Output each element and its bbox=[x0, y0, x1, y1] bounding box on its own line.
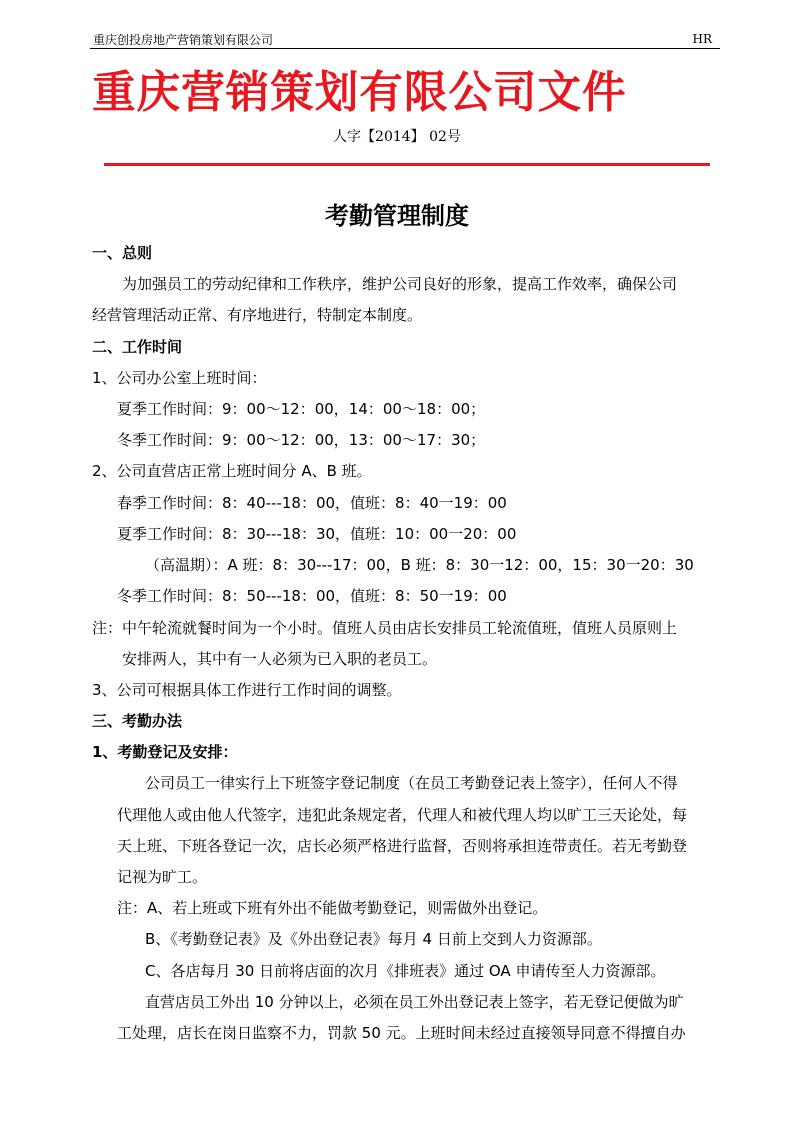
red-divider bbox=[104, 163, 710, 166]
note-line: B、《考勤登记表》及《外出登记表》每月 4 日前上交到人力资源部。 bbox=[145, 930, 602, 948]
list-item: 冬季工作时间：9：00～12：00，13：00～17：30； bbox=[117, 431, 486, 449]
document-number: 人字【2014】 02号 bbox=[333, 129, 461, 145]
section-heading: 一、总则 bbox=[92, 244, 153, 262]
paragraph-line: 记视为旷工。 bbox=[117, 868, 208, 886]
header-divider bbox=[90, 48, 720, 49]
list-item: 冬季工作时间：8：50---18：00，值班：8：50一19：00 bbox=[117, 587, 507, 605]
section-heading: 二、工作时间 bbox=[92, 338, 183, 356]
header-company: 重庆创投房地产营销策划有限公司 bbox=[93, 33, 274, 47]
list-item: 春季工作时间：8：40---18：00，值班：8：40一19：00 bbox=[117, 494, 507, 512]
note-line: 注：A、若上班或下班有外出不能做考勤登记，则需做外出登记。 bbox=[117, 899, 548, 917]
document-title: 重庆营销策划有限公司文件 bbox=[92, 67, 627, 118]
list-item: 3、公司可根据具体工作进行工作时间的调整。 bbox=[92, 681, 402, 699]
paragraph-line: 为加强员工的劳动纪律和工作秩序，维护公司良好的形象，提高工作效率，确保公司 bbox=[122, 275, 678, 293]
paragraph-line: 工处理，店长在岗日监察不力，罚款 50 元。上班时间未经过直接领导同意不得擅自办 bbox=[117, 1024, 686, 1042]
paragraph-line: 公司员工一律实行上下班签字登记制度（在员工考勤登记表上签字），任何人不得 bbox=[145, 774, 678, 792]
section-heading: 三、考勤办法 bbox=[92, 712, 183, 730]
paragraph-line: 经营管理活动正常、有序地进行，特制定本制度。 bbox=[92, 306, 423, 324]
list-item: 夏季工作时间：9：00～12：00，14：00～18：00； bbox=[117, 400, 486, 418]
list-item: （高温期）：A 班：8：30---17：00，B 班：8：30一12：00，15：30一20：30 bbox=[145, 556, 694, 574]
list-item: 1、公司办公室上班时间： bbox=[92, 369, 267, 387]
list-item: 2、公司直营店正常上班时间分 A、B 班。 bbox=[92, 462, 372, 480]
header-dept: HR bbox=[692, 32, 712, 46]
list-item: 夏季工作时间：8：30---18：30，值班：10：00一20：00 bbox=[117, 525, 517, 543]
paragraph-line: 天上班、下班各登记一次，店长必须严格进行监督，否则将承担连带责任。若无考勤登 bbox=[117, 837, 688, 855]
page-title: 考勤管理制度 bbox=[325, 201, 469, 230]
note-line: 安排两人，其中有一人必须为已入职的老员工。 bbox=[122, 650, 438, 668]
paragraph-line: 代理他人或由他人代签字，违犯此条规定者，代理人和被代理人均以旷工三天论处，每 bbox=[117, 806, 688, 824]
subsection-heading: 1、考勤登记及安排： bbox=[92, 743, 238, 761]
paragraph-line: 直营店员工外出 10 分钟以上，必须在员工外出登记表上签字，若无登记便做为旷 bbox=[145, 993, 684, 1011]
note-line: C、各店每月 30 日前将店面的次月《排班表》通过 OA 申请传至人力资源部。 bbox=[145, 962, 666, 980]
note-line: 注：中午轮流就餐时间为一个小时。值班人员由店长安排员工轮流值班，值班人员原则上 bbox=[92, 619, 678, 637]
